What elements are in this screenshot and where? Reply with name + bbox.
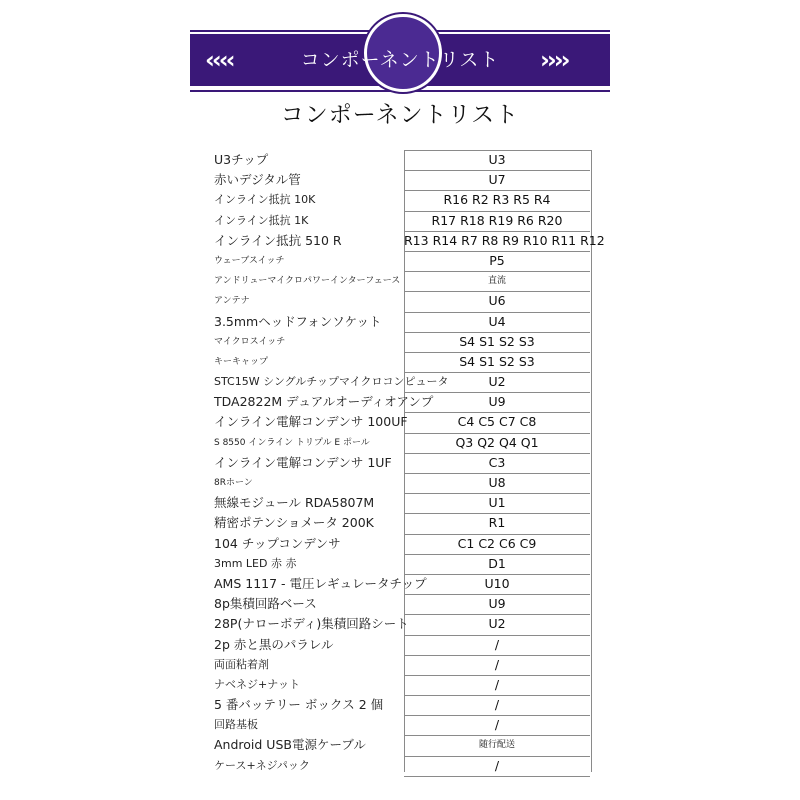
component-name: インライン電解コンデンサ 100UF bbox=[214, 414, 408, 430]
component-name: 回路基板 bbox=[214, 718, 258, 732]
component-designator: R13 R14 R7 R8 R9 R10 R11 R12 bbox=[404, 231, 590, 252]
component-name: インライン抵抗 10K bbox=[214, 193, 316, 207]
banner-title: コンポーネントリスト bbox=[300, 49, 500, 71]
component-name: インライン電解コンデンサ 1UF bbox=[214, 454, 392, 470]
component-table bbox=[210, 150, 605, 776]
component-name: 両面粘着剤 bbox=[214, 657, 269, 671]
component-designator: U2 bbox=[404, 614, 590, 635]
table-row bbox=[210, 715, 590, 735]
table-row bbox=[210, 251, 590, 271]
component-designator: U9 bbox=[404, 392, 590, 413]
table-row bbox=[210, 695, 590, 715]
component-designator: S4 S1 S2 S3 bbox=[404, 332, 590, 353]
component-name: 28P(ナローボディ)集積回路シート bbox=[214, 616, 409, 632]
table-row bbox=[210, 332, 590, 352]
component-designator: / bbox=[404, 635, 590, 656]
component-designator: C4 C5 C7 C8 bbox=[404, 412, 590, 433]
table-row bbox=[210, 675, 590, 695]
table-row bbox=[210, 412, 590, 432]
component-designator: U1 bbox=[404, 493, 590, 514]
component-name: 3mm LED 赤 赤 bbox=[214, 556, 297, 570]
component-name: 無線モジュール RDA5807M bbox=[214, 495, 375, 511]
table-row bbox=[210, 473, 590, 493]
table-row bbox=[210, 614, 590, 634]
component-name: ナベネジ+ナット bbox=[214, 677, 300, 691]
table-row bbox=[210, 170, 590, 190]
component-designator: / bbox=[404, 695, 590, 716]
component-name: インライン抵抗 510 R bbox=[214, 232, 342, 248]
table-row bbox=[210, 453, 590, 473]
table-row bbox=[210, 735, 590, 755]
table-row bbox=[210, 433, 590, 453]
component-designator: 直流 bbox=[404, 271, 590, 292]
component-name: TDA2822M デュアルオーディオアンプ bbox=[214, 394, 434, 410]
component-name: 赤いデジタル管 bbox=[214, 172, 301, 188]
table-row bbox=[210, 635, 590, 655]
component-name: 8p集積回路ベース bbox=[214, 596, 317, 612]
component-designator: 随行配送 bbox=[404, 735, 590, 756]
table-row bbox=[210, 756, 590, 776]
table-row bbox=[210, 231, 605, 251]
component-designator: / bbox=[404, 675, 590, 696]
component-name: ケース+ネジパック bbox=[214, 758, 310, 772]
component-name: 8Rホーン bbox=[214, 478, 253, 488]
component-name: インライン抵抗 1K bbox=[214, 213, 309, 227]
component-designator: / bbox=[404, 715, 590, 736]
component-designator: C1 C2 C6 C9 bbox=[404, 534, 590, 555]
table-row bbox=[210, 534, 590, 554]
component-designator: U2 bbox=[404, 372, 590, 393]
component-designator: U9 bbox=[404, 594, 590, 615]
component-name: 2p 赤と黒のパラレル bbox=[214, 636, 334, 652]
component-name: キーキャップ bbox=[214, 356, 269, 367]
table-row bbox=[210, 352, 590, 372]
component-name: STC15W シングルチップマイクロコンピュータ bbox=[214, 375, 449, 389]
component-designator: R1 bbox=[404, 513, 590, 534]
component-designator: U6 bbox=[404, 291, 590, 312]
component-name: AMS 1117 - 電圧レギュレータチップ bbox=[214, 575, 427, 591]
component-name: アンテナ bbox=[214, 296, 250, 307]
component-designator: U4 bbox=[404, 312, 590, 333]
component-name: 5 番バッテリー ボックス 2 個 bbox=[214, 697, 384, 713]
component-name: 精密ポテンショメータ 200K bbox=[214, 515, 374, 531]
table-row bbox=[210, 594, 590, 614]
table-row bbox=[210, 150, 590, 170]
component-designator: P5 bbox=[404, 251, 590, 272]
component-designator: Q3 Q2 Q4 Q1 bbox=[404, 433, 590, 454]
page-heading: コンポーネントリスト bbox=[280, 102, 520, 128]
component-designator: / bbox=[404, 655, 590, 676]
component-designator: S4 S1 S2 S3 bbox=[404, 352, 590, 373]
table-row bbox=[210, 271, 590, 291]
component-designator: U8 bbox=[404, 473, 590, 494]
right-chevrons-icon: ›››› bbox=[540, 46, 568, 74]
component-name: S 8550 インライン トリプル E ポール bbox=[214, 437, 370, 448]
component-name: マイクロスイッチ bbox=[214, 336, 286, 347]
component-designator: R16 R2 R3 R5 R4 bbox=[404, 190, 590, 211]
table-row bbox=[210, 513, 590, 533]
component-designator: R17 R18 R19 R6 R20 bbox=[404, 211, 590, 232]
component-designator: U10 bbox=[404, 574, 590, 595]
component-designator: D1 bbox=[404, 554, 590, 575]
table-row bbox=[210, 554, 590, 574]
component-name: U3チップ bbox=[214, 152, 269, 167]
table-row bbox=[210, 372, 590, 392]
component-designator: U7 bbox=[404, 170, 590, 191]
component-designator: C3 bbox=[404, 453, 590, 474]
component-designator: U3 bbox=[404, 150, 590, 171]
table-row bbox=[210, 312, 590, 332]
table-row bbox=[210, 211, 590, 231]
table-row bbox=[210, 655, 590, 675]
left-chevrons-icon: ‹‹‹‹ bbox=[205, 46, 233, 74]
table-row bbox=[210, 574, 590, 594]
component-name: アンドリューマイクロパワーインターフェース bbox=[214, 276, 401, 287]
component-name: Android USB電源ケーブル bbox=[214, 737, 366, 753]
table-row bbox=[210, 291, 590, 311]
component-name: 104 チップコンデンサ bbox=[214, 535, 341, 551]
component-name: ウェーブスイッチ bbox=[214, 255, 285, 266]
table-row bbox=[210, 493, 590, 513]
table-row bbox=[210, 392, 590, 412]
component-name: 3.5mmヘッドフォンソケット bbox=[214, 313, 382, 329]
component-designator: / bbox=[404, 756, 590, 777]
table-row bbox=[210, 190, 590, 210]
